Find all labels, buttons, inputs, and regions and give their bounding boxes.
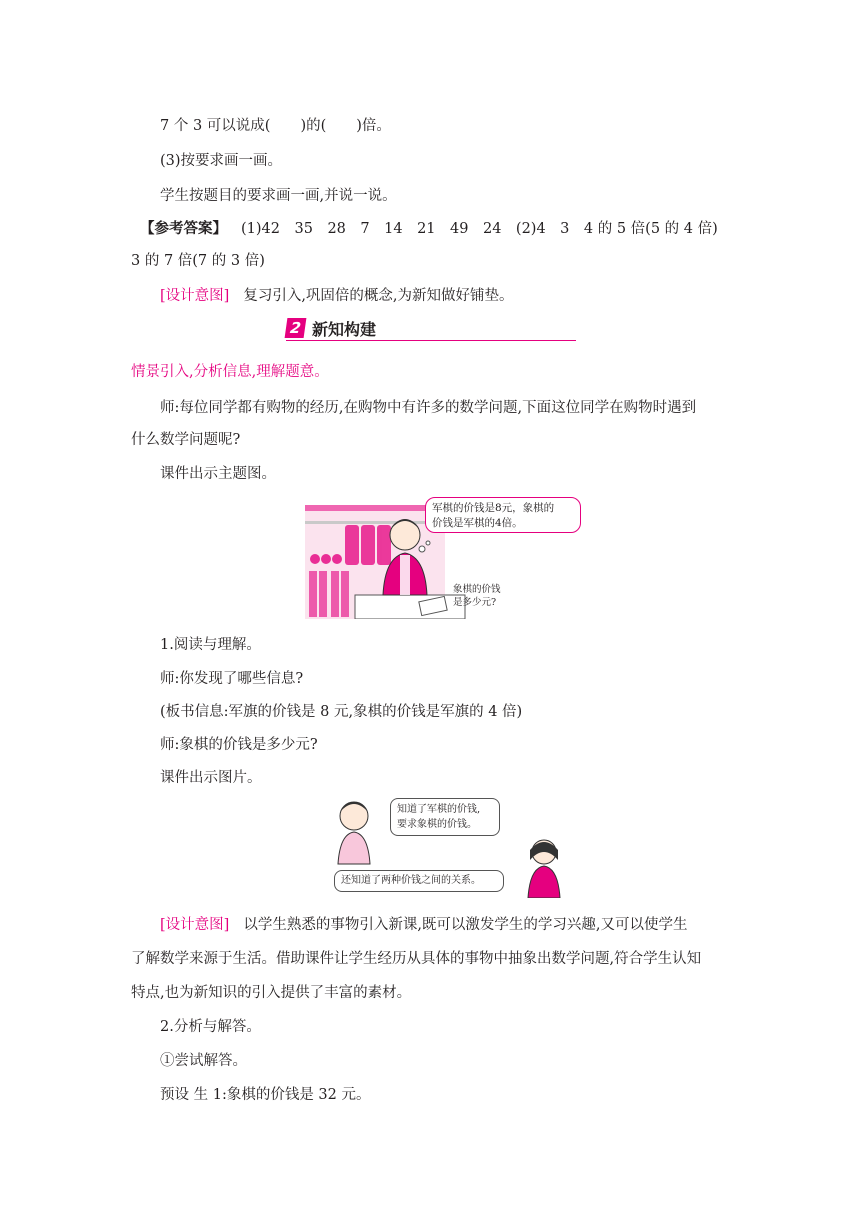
bubble-text: 价钱是军棋的4倍。 [432,517,523,529]
fill-blank-line [160,114,391,135]
design-intent-2b: 了解数学来源于生活。借助课件让学生经历从具体的事物中抽象出数学问题,符合学生认知 [131,951,702,967]
shop-scene-illustration [305,495,585,619]
children-dialogue-illustration [330,794,565,898]
section-header [286,316,576,342]
exercise-3-title: (3)按要求画一画。 [160,153,283,169]
analysis-title: 2.分析与解答。 [160,1019,261,1035]
design-intent-text: 复习引入,巩固倍的概念,为新知做好铺垫。 [243,288,514,304]
bubble-text: 知道了军棋的价钱, [397,804,481,815]
caption-text: 是多少元? [453,597,497,608]
design-intent-1 [160,284,514,305]
teacher-question-3: 师:象棋的价钱是多少元? [160,737,318,753]
answer-label: 【参考答案】 [140,220,227,237]
try-answer-title: ①尝试解答。 [160,1053,247,1069]
teacher-question-1b: 什么数学问题呢? [131,432,241,448]
speech-bubble [425,497,581,533]
teacher-question-2: 师:你发现了哪些信息? [160,671,304,687]
design-intent-label: [设计意图] [160,917,230,933]
teacher-question-1a: 师:每位同学都有购物的经历,在购物中有许多的数学问题,下面这位同学在购物时遇到 [160,400,697,416]
bubble-text: 要求象棋的价钱。 [397,819,477,830]
preset-answer: 预设 生 1:象棋的价钱是 32 元。 [160,1087,371,1103]
section-title: 新知构建 [312,320,377,339]
answer-line [140,217,718,238]
caption-text: 象棋的价钱 [453,584,501,595]
answer-text: (1)42 35 28 7 14 21 49 24 (2)4 3 4 的 5 倍(5 的 4 倍) [241,221,718,237]
design-intent-2c: 特点,也为新知识的引入提供了丰富的素材。 [131,985,412,1001]
text-segment: 7 个 3 可以说成( [160,118,271,134]
bubble-text: 军棋的价钱是8元，象棋的 [432,502,555,514]
section-number-badge: 2 [285,318,307,338]
answer-continuation: 3 的 7 倍(7 的 3 倍) [131,253,265,269]
board-info: (板书信息:军旗的价钱是 8 元,象棋的价钱是军旗的 4 倍) [160,704,523,720]
question-caption [453,583,501,609]
speech-bubble-boy [390,798,500,836]
text-segment: )倍。 [356,118,391,134]
courseware-note-1: 课件出示主题图。 [160,466,276,482]
read-understand-title: 1.阅读与理解。 [160,637,261,653]
design-intent-2a [160,913,688,934]
courseware-note-2: 课件出示图片。 [160,770,262,786]
text-segment: )的( [300,118,327,134]
speech-bubble-girl: 还知道了两种价钱之间的关系。 [334,870,504,892]
scene-intro-heading: 情景引入,分析信息,理解题意。 [131,364,329,380]
design-intent-text: 以学生熟悉的事物引入新课,既可以激发学生的学习兴趣,又可以使学生 [243,917,688,933]
design-intent-label: [设计意图] [160,288,230,304]
section-divider [286,340,576,341]
student-instruction: 学生按题目的要求画一画,并说一说。 [160,188,397,204]
